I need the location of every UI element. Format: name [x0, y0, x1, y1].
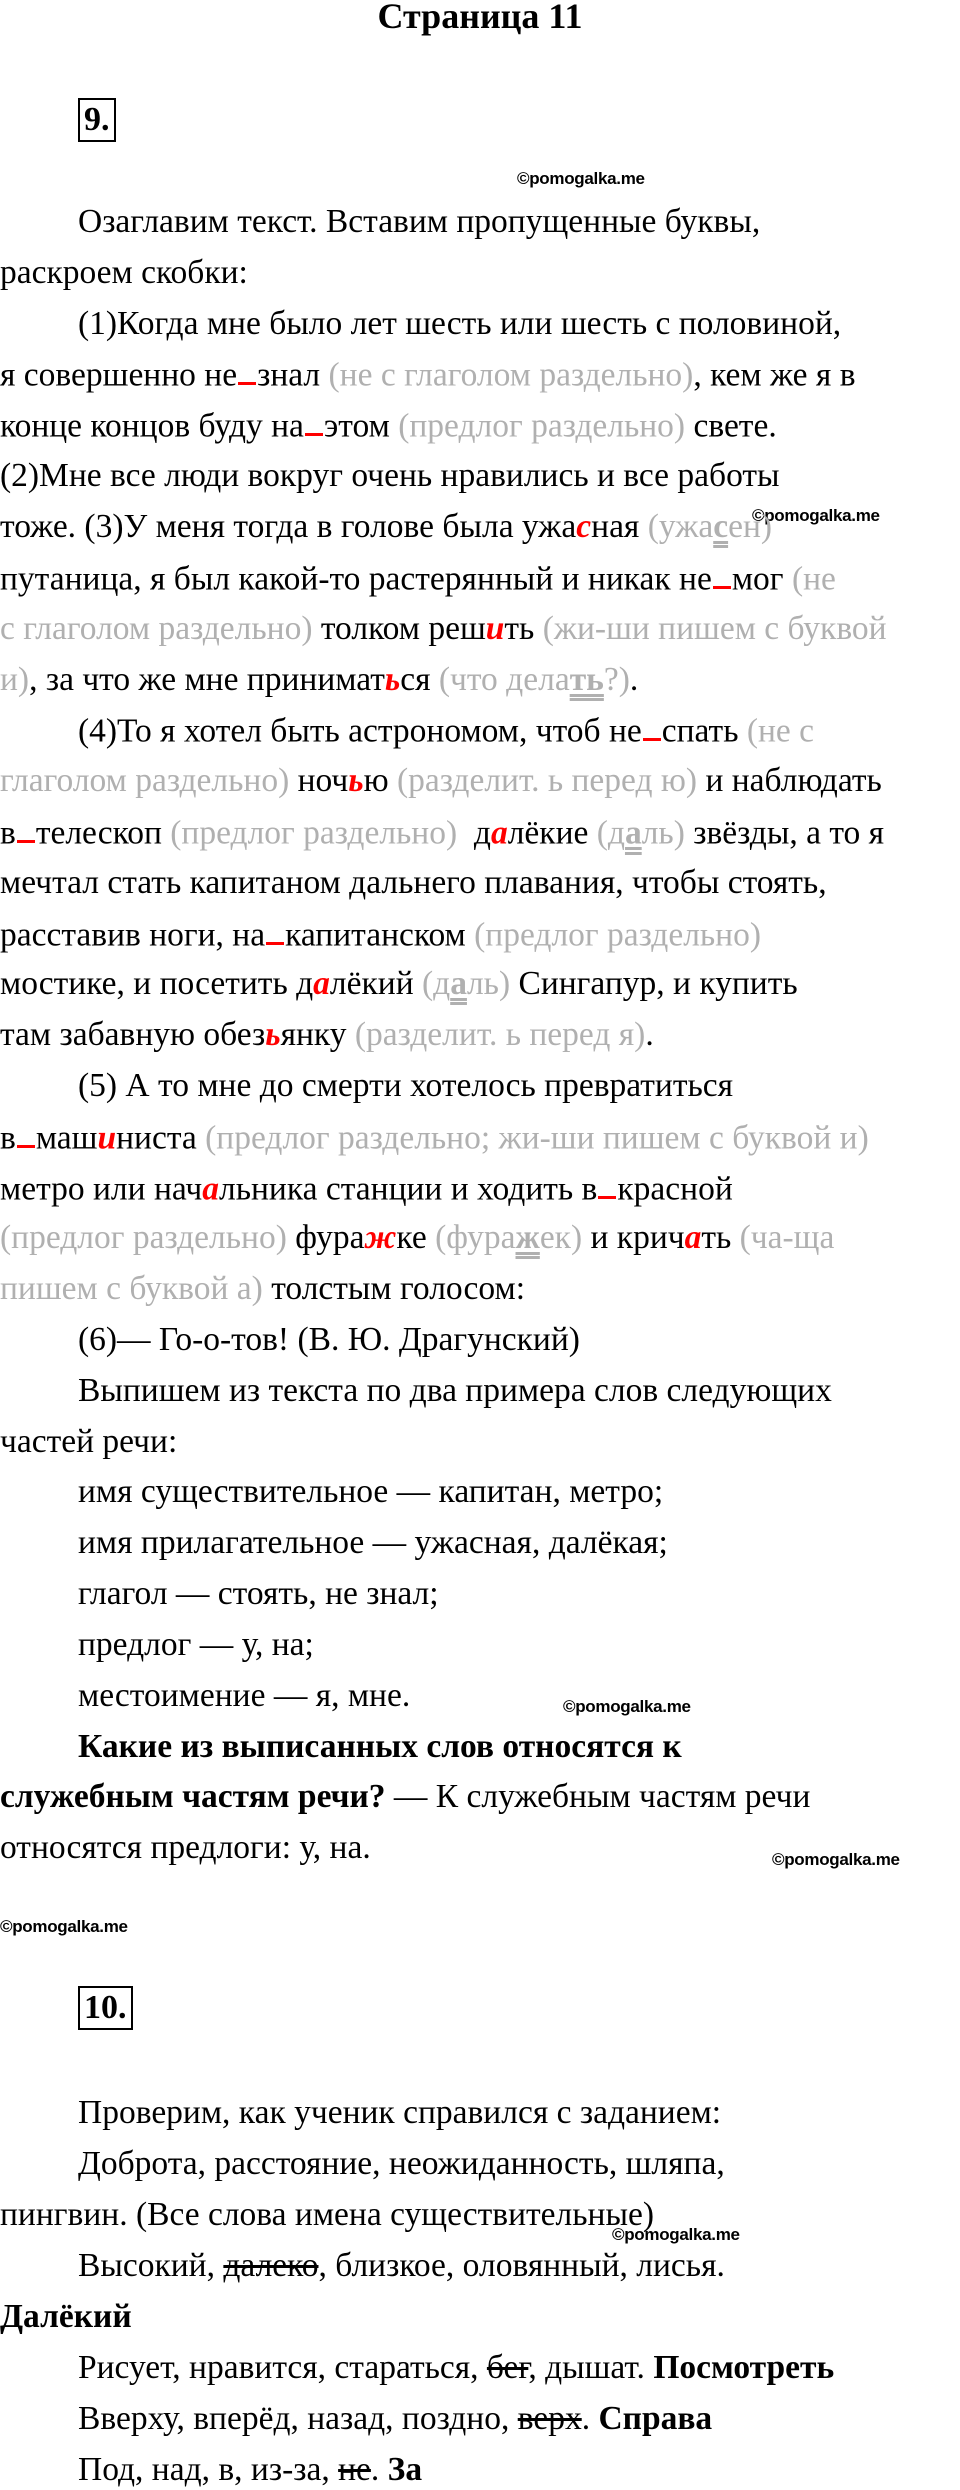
- list-item: глагол — стоять, не знал;: [78, 1575, 439, 1612]
- watermark: ©pomogalka.me: [772, 1850, 900, 1869]
- inserted-letter: а: [684, 1219, 702, 1256]
- watermark: ©pomogalka.me: [752, 506, 880, 525]
- text-line: пингвин. (Все слова имена существительные): [0, 2196, 654, 2233]
- hint: (разделит. ь перед ю): [397, 762, 698, 799]
- text: в: [0, 1119, 16, 1157]
- text: я совершенно не: [0, 356, 238, 394]
- question: служебным частям речи?: [0, 1778, 386, 1815]
- text: там забавную обез: [0, 1016, 266, 1053]
- inserted-letter: и: [485, 610, 505, 647]
- hint: пишем с буквой а): [0, 1270, 263, 1307]
- hint: (фуражек): [435, 1219, 583, 1256]
- inserted-letter: ж: [364, 1219, 397, 1256]
- inserted-letter: а: [490, 814, 508, 852]
- watermark: ©pomogalka.me: [0, 1917, 128, 1936]
- text-line: [0, 609, 887, 649]
- crossed-word: бег: [486, 2349, 529, 2386]
- text-line: [0, 507, 772, 547]
- text: ноч: [297, 762, 349, 799]
- watermark: ©pomogalka.me: [517, 169, 645, 188]
- text: ся: [400, 661, 431, 698]
- text-line: Проверим, как ученик справился с заданием:: [78, 2094, 722, 2131]
- gap-mark: [305, 405, 323, 436]
- text-line: [0, 1218, 834, 1258]
- text: Сингапур, и купить: [518, 965, 798, 1002]
- inserted-letter: с: [576, 508, 592, 545]
- text: лёкий: [329, 965, 414, 1002]
- inserted-letter: ь: [265, 1016, 281, 1053]
- hint: (предлог раздельно): [170, 814, 458, 852]
- text: и крич: [590, 1219, 685, 1256]
- text-line: [0, 354, 856, 395]
- gap-mark: [713, 558, 731, 589]
- text: .: [629, 661, 639, 698]
- text-line: частей речи:: [0, 1423, 178, 1460]
- list-item: имя существительное — капитан, метро;: [78, 1473, 664, 1510]
- hint: (даль): [596, 814, 685, 852]
- correct-word: Посмотреть: [653, 2349, 835, 2386]
- text-line: [0, 405, 777, 446]
- text-line: [0, 1117, 869, 1158]
- text: , за что же мне принимат: [29, 661, 385, 698]
- text: свете.: [693, 407, 777, 445]
- hint: (даль): [422, 965, 511, 1002]
- text: Вверху, вперёд, назад, поздно,: [78, 2400, 518, 2437]
- text: этом: [323, 407, 390, 445]
- text-line: Доброта, расстояние, неожиданность, шляпа,: [78, 2145, 725, 2182]
- text: тоже. (3)У меня тогда в голове была ужа: [0, 508, 577, 545]
- text-line: Выпишем из текста по два примера слов следующих: [78, 1372, 832, 1409]
- text: , близкое, оловянный, лисья.: [318, 2247, 725, 2284]
- text: ниста: [116, 1119, 197, 1157]
- text-line: раскроем скобки:: [0, 254, 248, 291]
- text: звёзды, а то я: [693, 814, 885, 852]
- text: телескоп: [35, 814, 162, 852]
- text-line: Озаглавим текст. Вставим пропущенные буквы,: [78, 203, 761, 240]
- hint: (предлог раздельно): [0, 1219, 287, 1256]
- text: ная: [591, 508, 640, 545]
- text-line: [0, 761, 882, 801]
- text: спать: [661, 712, 739, 750]
- text: метро или нач: [0, 1170, 203, 1208]
- hint: (не с: [746, 712, 815, 750]
- hint: с глаголом раздельно): [0, 610, 313, 647]
- text-line: (2)Мне все люди вокруг очень нравились и все работы: [0, 457, 780, 494]
- text: капитанском: [285, 916, 466, 954]
- hint: (жи-ши пишем с буквой: [542, 610, 887, 647]
- text: мостике, и посетить д: [0, 965, 314, 1002]
- text: лёкие: [507, 814, 589, 852]
- correct-word: За: [387, 2451, 423, 2488]
- text: Под, над, в, из-за,: [78, 2451, 339, 2488]
- hint: (предлог раздельно): [398, 407, 686, 445]
- question-line: Какие из выписанных слов относятся к: [78, 1728, 682, 1765]
- hint: и): [0, 661, 30, 698]
- text: путаница, я был какой-то растерянный и никак не: [0, 560, 712, 598]
- crossed-word: далеко: [223, 2247, 319, 2284]
- page-title: Страница 11: [377, 0, 583, 36]
- text-line: [78, 2450, 422, 2490]
- text-line: мечтал стать капитаном дальнего плавания, чтобы стоять,: [0, 864, 827, 901]
- hint: (не с глаголом раздельно): [328, 356, 694, 394]
- text: ю: [363, 762, 389, 799]
- text: .: [370, 2451, 388, 2488]
- crossed-word: не: [338, 2451, 371, 2488]
- correct-word: Далёкий: [0, 2298, 132, 2335]
- text: Высокий,: [78, 2247, 224, 2284]
- inserted-letter: ь: [384, 661, 401, 698]
- text: и наблюдать: [705, 762, 882, 799]
- hint: (разделит. ь перед я): [354, 1016, 646, 1053]
- list-item: местоимение — я, мне.: [78, 1677, 411, 1714]
- text: (4)То я хотел быть астрономом, чтоб не: [78, 712, 642, 750]
- text: льника станции и ходить в: [219, 1170, 598, 1208]
- gap-mark: [643, 710, 661, 741]
- hint: глаголом раздельно): [0, 762, 290, 799]
- text: Рисует, нравится, стараться,: [78, 2349, 487, 2386]
- inserted-letter: а: [202, 1170, 219, 1208]
- text: , кем же я в: [693, 356, 856, 394]
- crossed-word: верх: [517, 2400, 582, 2437]
- text-line: [78, 2399, 712, 2439]
- text: ть: [701, 1219, 732, 1256]
- hint: (что делать?): [438, 661, 630, 698]
- text: ке: [396, 1219, 427, 1256]
- text-line: [0, 1168, 733, 1209]
- text-line: [0, 660, 638, 700]
- text: знал: [257, 356, 321, 394]
- hint: (предлог раздельно): [474, 916, 762, 954]
- watermark: ©pomogalka.me: [612, 2225, 740, 2244]
- watermark: ©pomogalka.me: [563, 1697, 691, 1716]
- task-10-number: 10.: [78, 1986, 133, 2030]
- correct-word: Справа: [598, 2400, 713, 2437]
- gap-mark: [17, 812, 35, 843]
- text-line: [0, 964, 798, 1004]
- text: расставив ноги, на: [0, 916, 266, 954]
- text: в: [0, 814, 16, 852]
- text-line: [78, 2348, 834, 2388]
- gap-mark: [238, 354, 256, 385]
- hint: (ужасен): [647, 508, 773, 545]
- text-line: [78, 710, 814, 751]
- text: .: [581, 2400, 599, 2437]
- text-line: (6)— Го-о-тов! (В. Ю. Драгунский): [78, 1321, 580, 1358]
- answer: — К служебным частям речи: [385, 1778, 811, 1815]
- gap-mark: [266, 914, 284, 945]
- text-line: [0, 558, 836, 599]
- hint: (не: [791, 560, 836, 598]
- hint: (ча-ща: [739, 1219, 835, 1256]
- inserted-letter: ь: [348, 762, 364, 799]
- text-line: [0, 1269, 525, 1309]
- text: .: [645, 1016, 654, 1053]
- text: маш: [35, 1119, 98, 1157]
- text-line: (5) А то мне до смерти хотелось превратиться: [78, 1067, 734, 1104]
- text: янку: [280, 1016, 347, 1053]
- text: фура: [295, 1219, 365, 1256]
- text: , дышат.: [528, 2349, 654, 2386]
- list-item: предлог — у, на;: [78, 1626, 314, 1663]
- task-9-number: 9.: [78, 98, 116, 142]
- inserted-letter: и: [97, 1119, 117, 1157]
- answer-line: относятся предлоги: у, на.: [0, 1829, 371, 1866]
- text: толком реш: [320, 610, 486, 647]
- text: д: [473, 814, 491, 852]
- text: ть: [504, 610, 535, 647]
- text: красной: [617, 1170, 733, 1208]
- text-line: [78, 2246, 725, 2286]
- text-line: (1)Когда мне было лет шесть или шесть с половиной,: [78, 305, 842, 342]
- inserted-letter: а: [313, 965, 330, 1002]
- list-item: имя прилагательное — ужасная, далёкая;: [78, 1524, 668, 1561]
- gap-mark: [17, 1117, 35, 1148]
- gap-mark: [598, 1168, 616, 1199]
- question-line: [0, 1777, 810, 1817]
- text: мог: [731, 560, 784, 598]
- text: толстым голосом:: [271, 1270, 526, 1307]
- text-line: [0, 914, 761, 955]
- text-line: [0, 1015, 654, 1055]
- hint: (предлог раздельно; жи-ши пишем с буквой и): [205, 1119, 869, 1157]
- text-line: [0, 812, 884, 853]
- text: конце концов буду на: [0, 407, 304, 445]
